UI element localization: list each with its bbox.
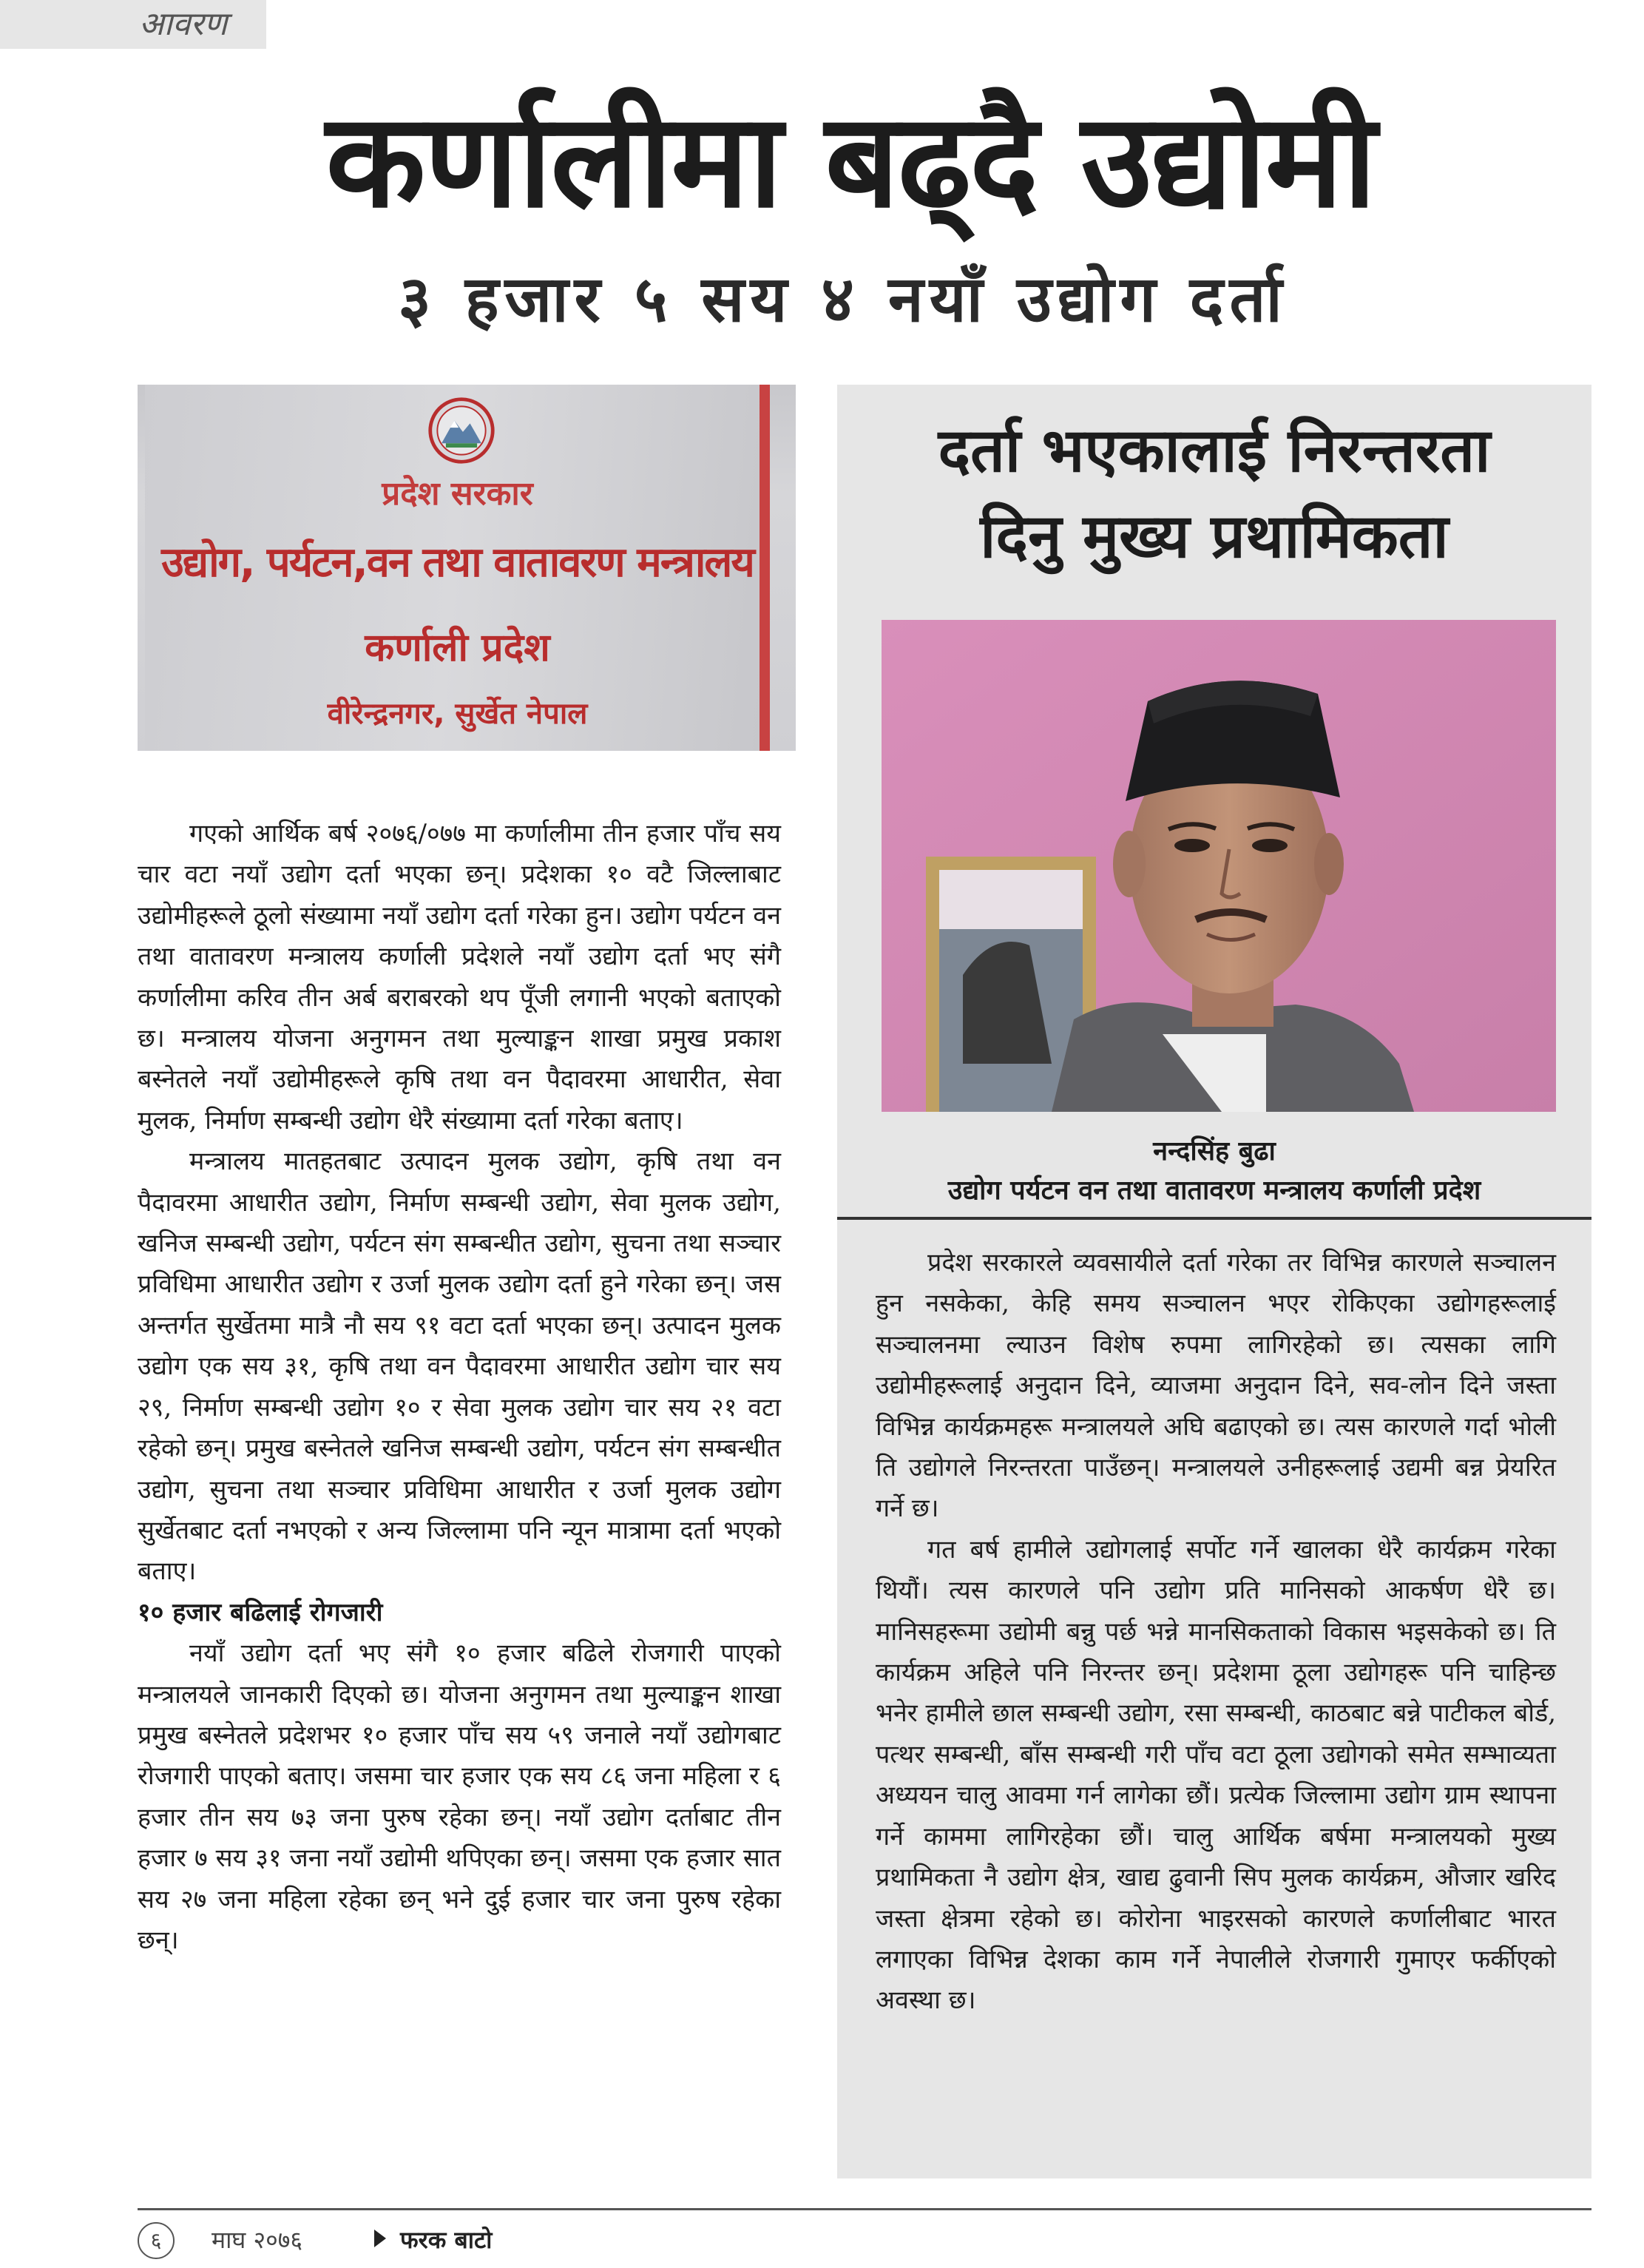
- right-paragraph: गत बर्ष हामीले उद्योगलाई सर्पोट गर्ने खालका धेरै कार्यक्रम गरेका थियौं। त्यस कारणले पनि उद्योग प्रति मानिसको आकर्षण धेरै छ। मानिसहरूमा उद्योमी बन्नु पर्छ भन्ने मानसिकताको विकास भइसकेको छ। ति कार्यक्रम अहिले पनि निरन्तर छन्। प्रदेशमा ठूला उद्योगहरू पनि चाहिन्छ भनेर हामीले छाल सम्बन्धी उद्योग, रसा सम्बन्धी, काठबाट बन्ने पाटीकल बोर्ड, पत्थर सम्बन्धी, बाँस सम्बन्धी गरी पाँच वटा ठूला उद्योगको समेत सम्भाव्यता अध्ययन चालु आवमा गर्न लागेका छौं। प्रत्येक जिल्लामा उद्योग ग्राम स्थापना गर्ने काममा लागिरहेका छौं। चालु आर्थिक बर्षमा मन्त्रालयको मुख्य प्रथामिकता नै उद्योग क्षेत्र, खाद्य ढुवानी सिप मुलक कार्यक्रम, औजार खरिद जस्ता क्षेत्रमा रहेको छ। कोरोना भाइरसको कारणले कर्णालीबाट भारत लगाएका विभिन्न देशका काम गर्ने नेपालीले रोजगारी गुमाएर फर्कीएको अवस्था छ।: [876, 1534, 1556, 2016]
- interview-box: [837, 385, 1591, 2178]
- interview-headline: [837, 408, 1591, 580]
- right-paragraph: प्रदेश सरकारले व्यवसायीले दर्ता गरेका तर विभिन्न कारणले सञ्चालन हुन नसकेका, केहि समय सञ्चालन भएर रोकिएका उद्योगहरूलाई सञ्चालनमा ल्याउन विशेष रुपमा लागिरहेको छ। त्यसका लागि उद्योमीहरूलाई अनुदान दिने, व्याजमा अनुदान दिने, सव-लोन दिने जस्ता विभिन्न कार्यक्रमहरू मन्त्रालयले अघि बढाएको छ। त्यस कारणले गर्दा भोली ति उद्योगले निरन्तरता पाउँछन्। मन्त्रालयले उनीहरूलाई उद्यमी बन्न प्रेयरित गर्ने छ।: [876, 1248, 1556, 1524]
- triangle-right-icon: [374, 2230, 386, 2247]
- portrait-photo: [882, 620, 1556, 1112]
- issue-date: माघ २०७६: [212, 2226, 303, 2254]
- photo-caption-title: उद्योग पर्यटन वन तथा वातावरण मन्त्रालय कर्णाली प्रदेश: [947, 1175, 1481, 1206]
- interview-headline-line-2: दिनु मुख्य प्रथामिकता: [980, 502, 1449, 572]
- caption-divider: [837, 1217, 1591, 1220]
- subheadline: ३ हजार ५ सय ४ नयाँ उद्योग दर्ता: [398, 263, 1288, 337]
- interview-headline-line-1: दर्ता भएकालाई निरन्तरता: [938, 416, 1491, 486]
- photo-caption-name: नन्दसिंह बुढा: [1153, 1136, 1276, 1167]
- signboard-line-2: उद्योग, पर्यटन,वन तथा वातावरण मन्त्रालय: [161, 539, 754, 587]
- nepal-emblem-icon: [426, 395, 497, 466]
- left-paragraph: गएको आर्थिक बर्ष २०७६/०७७ मा कर्णालीमा तीन हजार पाँच सय चार वटा नयाँ उद्योग दर्ता भएका छन्। प्रदेशका १० वटै जिल्लाबाट उद्योमीहरूले ठूलो संख्यामा नयाँ उद्योग दर्ता गरेका हुन। उद्योग पर्यटन वन तथा वातावरण मन्त्रालय कर्णाली प्रदेशले नयाँ उद्योग दर्ता भए संगै कर्णालीमा करिव तीन अर्ब बराबरको थप पूँजी लगानी भएको बताएको छ। मन्त्रालय योजना अनुगमन तथा मुल्याङ्कन शाखा प्रमुख प्रकाश बस्नेतले नयाँ उद्योमीहरूले कृषि तथा वन पैदावरमा आधारीत, सेवा मुलक, निर्माण सम्बन्धी उद्योग धेरै संख्यामा दर्ता गरेका बताए।: [138, 819, 781, 1135]
- page-footer: [138, 2219, 877, 2261]
- portrait-illustration: [882, 620, 1556, 1112]
- left-paragraph: मन्त्रालय मातहतबाट उत्पादन मुलक उद्योग, कृषि तथा वन पैदावरमा आधारीत उद्योग, निर्माण सम्बन्धी उद्योग, सेवा मुलक उद्योग, खनिज सम्बन्धी उद्योग, पर्यटन संग सम्बन्धीत उद्योग, सुचना तथा सञ्चार प्रविधिमा आधारीत उद्योग र उर्जा मुलक उद्योग दर्ता हुने गरेका छन्। जस अन्तर्गत सुर्खेतमा मात्रै नौ सय ९१ वटा दर्ता भएका छन्। उत्पादन मुलक उद्योग एक सय ३१, कृषि तथा वन पैदावरमा आधारीत उद्योग चार सय २९, निर्माण सम्बन्धी उद्योग १० र सेवा मुलक उद्योग चार सय २१ वटा रहेको छन्। प्रमुख बस्नेतले खनिज सम्बन्धी उद्योग, पर्यटन संग सम्बन्धीत उद्योग, सुचना तथा सञ्चार प्रविधिमा आधारीत र उर्जा मुलक उद्योग सुर्खेतबाट दर्ता नभएको र अन्य जिल्लामा पनि न्यून मात्रामा दर्ता भएको बताए।: [138, 1147, 781, 1587]
- signboard-frame: [145, 385, 770, 751]
- magazine-name: फरक बाटो: [400, 2226, 493, 2254]
- page-number: ६: [138, 2222, 175, 2259]
- signboard-line-1: प्रदेश सरकार: [382, 475, 533, 513]
- signboard-line-3: कर्णाली प्रदेश: [365, 626, 550, 670]
- section-tag: आवरण: [0, 0, 266, 49]
- right-column: [876, 1243, 1556, 2022]
- footer-divider: [138, 2208, 1591, 2210]
- signboard-line-4: वीरेन्द्रनगर, सुर्खेत नेपाल: [327, 697, 588, 731]
- left-paragraph: नयाँ उद्योग दर्ता भए संगै १० हजार बढिले रोजगारी पाएको मन्त्रालयले जानकारी दिएको छ। योजना अनुगमन तथा मुल्याङ्कन शाखा प्रमुख बस्नेतले प्रदेशभर १० हजार पाँच सय ५९ जनाले नयाँ उद्योगबाट रोजगारी पाएको बताए। जसमा चार हजार एक सय ८६ जना महिला र ६ हजार तीन सय ७३ जना पुरुष रहेका छन्। नयाँ उद्योग दर्ताबाट तीन हजार ७ सय ३१ जना नयाँ उद्योमी थपिएका छन्। जसमा एक हजार सात सय २७ जना महिला रहेका छन् भने दुई हजार चार जना पुरुष रहेका छन्।: [138, 1638, 781, 1955]
- left-subheading: १० हजार बढिलाई रोगजारी: [138, 1597, 383, 1627]
- left-column: [138, 814, 781, 1961]
- headline: कर्णालीमा बढ्दै उद्योमी: [325, 85, 1376, 237]
- signboard-photo: [138, 385, 796, 751]
